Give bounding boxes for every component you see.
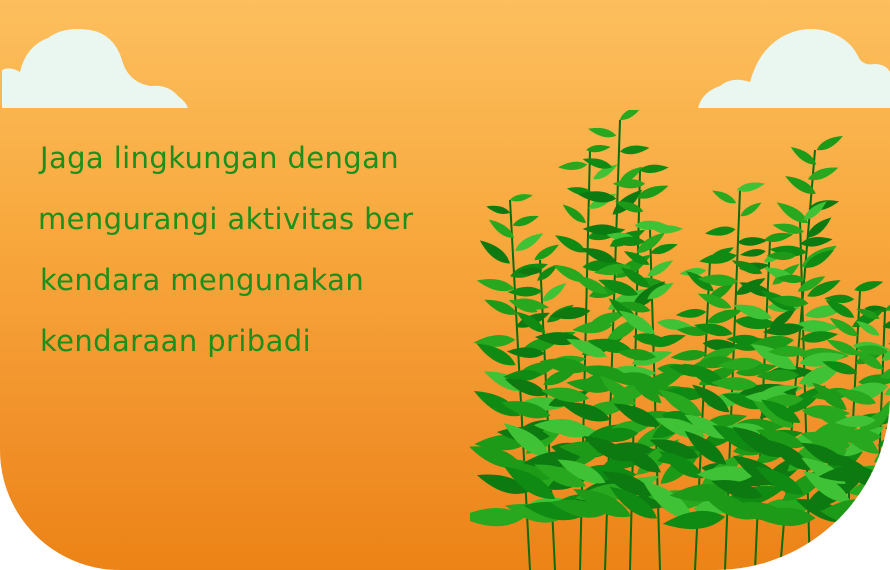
message-line-1: Jaga lingkungan dengan <box>40 141 400 175</box>
message-line-2: mengurangi aktivitas ber <box>38 202 414 236</box>
plant-icon <box>470 110 890 570</box>
left-cloud-icon <box>0 26 190 108</box>
right-cloud-icon <box>698 26 890 108</box>
message-line-4: kendaraan pribadi <box>40 324 312 358</box>
message-line-3: kendara mengunakan <box>40 263 365 297</box>
eco-message <box>40 128 480 372</box>
